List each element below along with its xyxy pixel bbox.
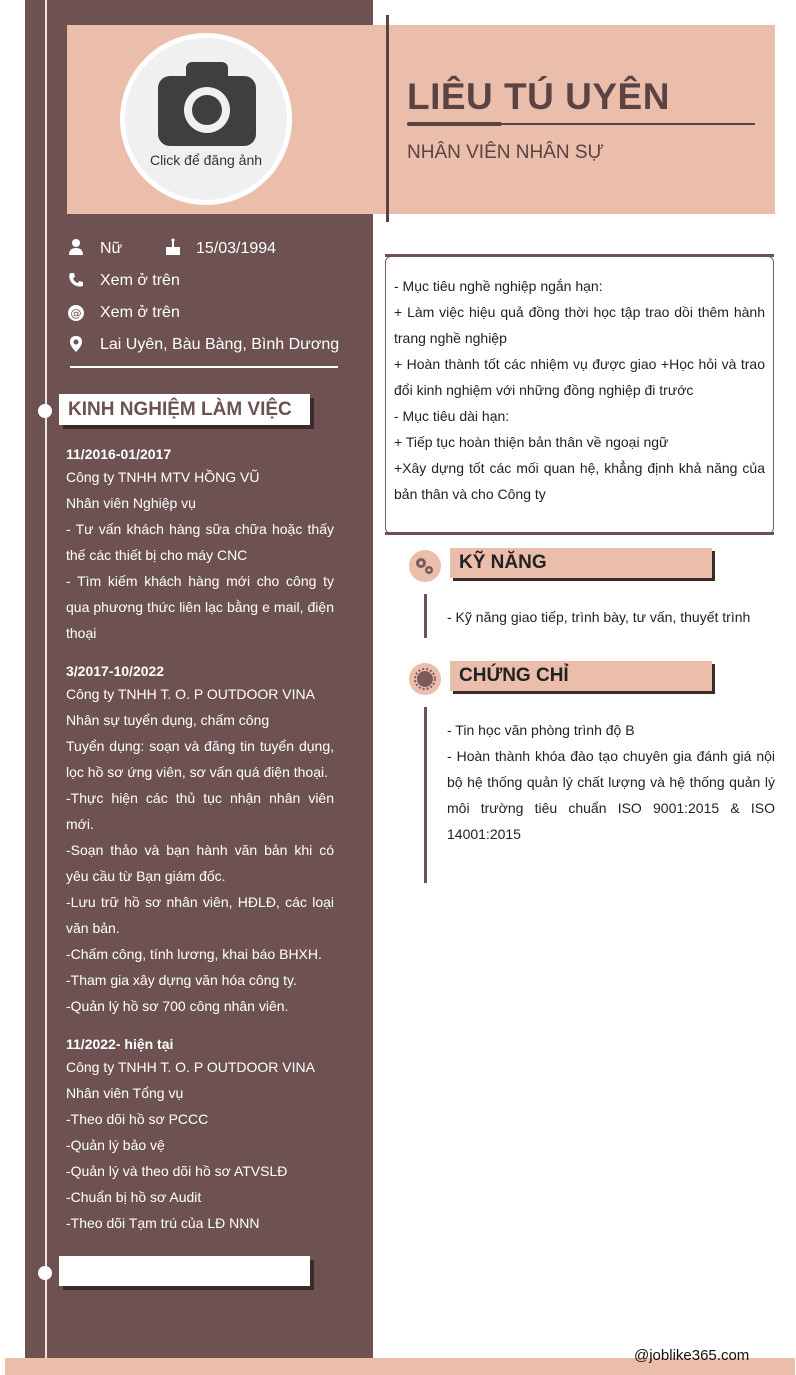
experience-line: Công ty TNHH T. O. P OUTDOOR VINA <box>66 1059 315 1075</box>
gender-value: Nữ <box>100 240 123 257</box>
experience-line: -Theo dõi Tạm trú của LĐ NNN <box>66 1215 260 1231</box>
job-title: NHÂN VIÊN NHÂN SỰ <box>407 142 604 163</box>
birthday-value: 15/03/1994 <box>196 240 277 257</box>
email-value: Xem ở trên <box>100 304 180 321</box>
experience-date: 3/2017-10/2022 <box>66 663 165 679</box>
certificates-text <box>447 717 775 847</box>
objective-bottom-border <box>385 532 774 535</box>
experience-line: -Tham gia xây dựng văn hóa công ty. <box>66 972 297 988</box>
empty-heading-box[interactable] <box>59 1256 310 1286</box>
timeline-line <box>45 0 47 1375</box>
name-underline-accent <box>407 122 502 126</box>
timeline-dot <box>38 1266 52 1280</box>
contact-divider <box>70 366 338 368</box>
experience-line: -Quản lý hồ sơ 700 công nhân viên. <box>66 998 289 1014</box>
experience-line: Nhân viên Tổng vụ <box>66 1085 184 1101</box>
objective-line: - Mục tiêu nghề nghiệp ngắn hạn: <box>394 278 603 294</box>
objective-line: + Tiếp tục hoàn thiện bản thân về ngoại ngữ <box>394 434 669 450</box>
person-icon <box>67 238 85 256</box>
experience-line: -Lưu trữ hồ sơ nhân viên, HĐLĐ, các loại văn bản. <box>66 894 334 936</box>
certificates-heading: CHỨNG CHỈ <box>459 665 569 686</box>
experience-line: -Soạn thảo và bạn hành văn bản khi có yêu cầu từ Bạn giám đốc. <box>66 842 334 884</box>
address-value: Lai Uyên, Bàu Bàng, Bình Dương <box>100 336 340 353</box>
skills-heading: KỸ NĂNG <box>459 552 547 573</box>
skills-side-line <box>424 594 427 638</box>
certificates-side-line <box>424 707 427 883</box>
objective-line: - Mục tiêu dài hạn: <box>394 408 510 424</box>
certificate-badge-icon <box>414 668 436 690</box>
objective-line: + Hoàn thành tốt các nhiệm vụ được giao +Học hỏi và trao đổi kinh nghiệm với những đồng nghiệp đi trước <box>394 356 765 398</box>
header-divider <box>386 15 389 222</box>
experience-item <box>66 441 334 646</box>
objective-line: + Làm việc hiệu quả đồng thời học tập trao dồi thêm hành trang nghề nghiệp <box>394 304 765 346</box>
experience-line: Công ty TNHH MTV HỒNG VŨ <box>66 469 260 485</box>
phone-icon <box>67 271 85 289</box>
watermark-text: @joblike365.com <box>634 1347 750 1364</box>
experience-line: Tuyển dụng: soạn và đăng tin tuyển dụng, lọc hồ sơ ứng viên, sơ vấn quá điện thoại. <box>66 738 334 780</box>
camera-icon[interactable] <box>152 58 262 150</box>
gears-icon <box>413 554 437 578</box>
experience-item <box>66 1031 334 1236</box>
objective-line: +Xây dựng tốt các mối quan hệ, khẳng định khả năng của bản thân và cho Công ty <box>394 460 765 502</box>
experience-item <box>66 658 334 1019</box>
timeline-dot <box>38 404 52 418</box>
avatar-upload-label[interactable]: Click để đăng ảnh <box>149 152 263 168</box>
candidate-name: LIÊU TÚ UYÊN <box>407 76 670 117</box>
birthday-cake-icon <box>164 238 182 256</box>
experience-line: -Chuẩn bị hồ sơ Audit <box>66 1189 202 1205</box>
phone-value: Xem ở trên <box>100 272 180 289</box>
experience-line: Nhân viên Nghiệp vụ <box>66 495 196 511</box>
location-pin-icon <box>67 335 85 353</box>
experience-line: -Chấm công, tính lương, khai báo BHXH. <box>66 946 322 962</box>
experience-line: - Tìm kiếm khách hàng mới cho công ty qua phương thức liên lạc bằng e mail, điện thoại <box>66 573 334 641</box>
experience-date: 11/2016-01/2017 <box>66 446 172 462</box>
experience-line: Nhân sự tuyển dụng, chấm công <box>66 712 270 728</box>
experience-date: 11/2022- hiện tại <box>66 1036 174 1052</box>
experience-line: - Tư vấn khách hàng sữa chữa hoặc thấy thế các thiết bị cho máy CNC <box>66 521 334 563</box>
certificate-line: - Tin học văn phòng trình độ B <box>447 722 635 738</box>
email-icon <box>67 304 85 322</box>
skills-text <box>447 604 775 630</box>
experience-line: Công ty TNHH T. O. P OUTDOOR VINA <box>66 686 315 702</box>
experience-line: -Quản lý bảo vệ <box>66 1137 165 1153</box>
experience-heading: KINH NGHIỆM LÀM VIỆC <box>68 399 292 420</box>
objective-text <box>394 273 765 507</box>
svg-text:@: @ <box>70 307 82 320</box>
objective-top-border <box>385 254 774 257</box>
experience-line: -Quản lý và theo dõi hồ sơ ATVSLĐ <box>66 1163 288 1179</box>
certificate-line: - Hoàn thành khóa đào tạo chuyên gia đánh giá nội bộ hệ thống quản lý chất lượng và hệ thống quản lý môi trường tiêu chuẩn ISO 9001:2015 & ISO 14001:2015 <box>447 748 775 842</box>
skill-line: - Kỹ năng giao tiếp, trình bày, tư vấn, thuyết trình <box>447 609 751 625</box>
experience-line: -Thực hiện các thủ tục nhận nhân viên mới. <box>66 790 334 832</box>
experience-line: -Theo dõi hồ sơ PCCC <box>66 1111 209 1127</box>
